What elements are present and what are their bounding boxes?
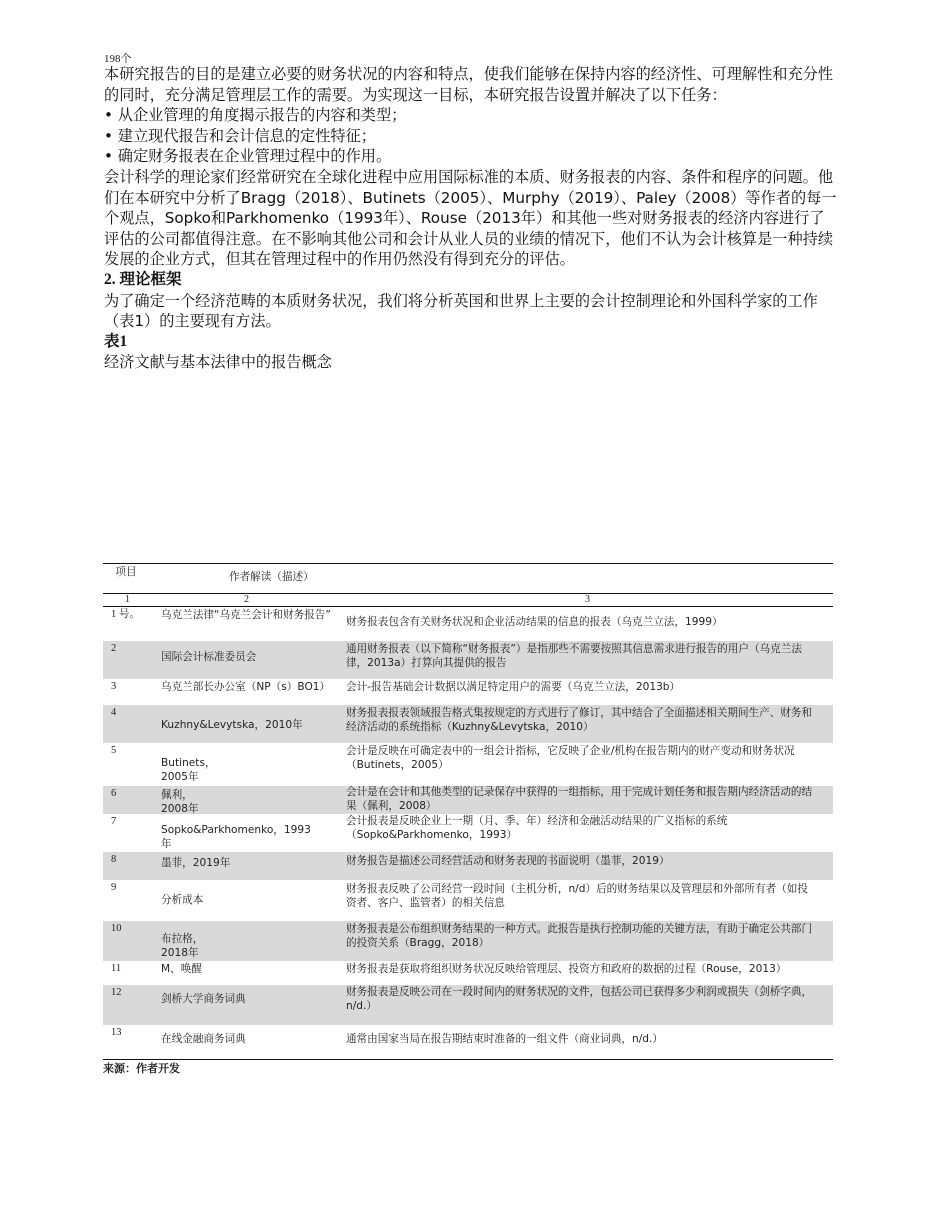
- body-text: [104, 64, 838, 373]
- intro-paragraph: 本研究报告的目的是建立必要的财务状况的内容和特点，使我们能够在保持内容的经济性、可理解性和充分性的同时，充分满足管理层工作的需要。为实现这一目标，本研究报告设置并解决了以下任务：: [104, 65, 833, 104]
- framework-paragraph: 为了确定一个经济范畴的本质财务状况，我们将分析英国和世界上主要的会计控制理论和外国科学家的工作（表1）的主要现有方法。: [104, 291, 818, 331]
- row-author: 乌克兰法律“乌克兰会计和财务报告”: [161, 609, 331, 621]
- table-header-row: [103, 564, 833, 593]
- row-author: 国际会计标准委员会: [161, 651, 257, 663]
- row-number: 13: [111, 1027, 122, 1038]
- row-number: 2: [111, 643, 117, 654]
- row-description: 会计是在会计和其他类型的记录保存中获得的一组指标，用于完成计划任务和报告期内经济活动的结果（佩利，2008）: [346, 786, 813, 812]
- header-author: 作者解读（描述）: [229, 571, 314, 583]
- section-heading: 2. 理论框架: [104, 270, 182, 288]
- row-number: 3: [111, 681, 117, 692]
- col-number-3: 3: [585, 594, 590, 605]
- row-description: 财务报表是公布组织财务结果的一种方式。此报告是执行控制功能的关键方法，有助于确定公共部门的投资关系（Bragg，2018）: [346, 923, 813, 949]
- row-description: 财务报表报表领域报告格式集按规定的方式进行了修订，其中结合了全面描述相关期间生产、财务和经济活动的系统指标（Kuzhny&Levytska，2010）: [346, 707, 813, 733]
- table-title: 经济文献与基本法律中的报告概念: [104, 353, 332, 372]
- header-item: 项目: [115, 566, 137, 578]
- row-description: 会计是反映在可确定表中的一组会计指标，它反映了企业/机构在报告期内的财产变动和财务状况（Butinets，2005）: [346, 745, 795, 771]
- row-number: 10: [111, 923, 122, 934]
- table-row: [103, 607, 833, 641]
- column-number-row: [103, 593, 833, 607]
- table-source: 来源：作者开发: [103, 1062, 180, 1075]
- row-author: 佩利，2008年: [161, 789, 199, 815]
- table-row: [103, 1025, 833, 1059]
- row-description: 财务报表是反映公司在一段时间内的财务状况的文件，包括公司已获得多少利润或损失（剑桥字典，n/d.）: [346, 986, 813, 1012]
- table-row: [103, 743, 833, 786]
- row-description: 会计-报告基础会计数据以满足特定用户的需要（乌克兰立法，2013b）: [346, 681, 681, 693]
- table-row: [103, 641, 833, 679]
- row-description: 财务报表包含有关财务状况和企业活动结果的信息的报表（乌克兰立法，1999）: [346, 616, 723, 628]
- row-description: 财务报告是描述公司经营活动和财务表现的书面说明（墨菲，2019）: [346, 855, 670, 867]
- concept-table: [103, 563, 833, 1076]
- table-row: [103, 961, 833, 985]
- row-author: M、唤醒: [161, 963, 202, 975]
- table-row: [103, 786, 833, 814]
- row-author: 分析成本: [161, 894, 204, 906]
- row-author: 布拉格，2018年: [161, 933, 204, 959]
- row-author: 剑桥大学商务词典: [161, 993, 246, 1005]
- table-row: [103, 679, 833, 705]
- table-row: [103, 985, 833, 1025]
- literature-paragraph: 会计科学的理论家们经常研究在全球化进程中应用国际标准的本质、财务报表的内容、条件和程序的问题。他们在本研究中分析了Bragg（2018）、Butinets（2005）、Murphy（2019）、Paley（2008）等作者的每一个观点，Sopko和Parkhomenko（1993年）、Rouse（2013年）和其他一些对财务报表的经济内容进行了评估的公司都值得注意。在不影响其他公司和会计从业人员的业绩的情况下，他们不认为会计核算是一种持续发展的企业方式，但其在管理过程中的作用仍然没有得到充分的评估。: [104, 167, 837, 269]
- col-number-2: 2: [244, 594, 249, 605]
- row-author: 在线金融商务词典: [161, 1033, 246, 1045]
- task-item-2: • 建立现代报告和会计信息的定性特征；: [104, 126, 376, 145]
- row-number: 8: [111, 854, 117, 865]
- row-number: 12: [111, 987, 122, 998]
- table-bottom-rule: [103, 1059, 833, 1060]
- row-number: 7: [111, 816, 117, 827]
- task-item-3: • 确定财务报表在企业管理过程中的作用。: [104, 147, 392, 166]
- row-description: 通用财务报表（以下简称“财务报表”）是指那些不需要按照其信息需求进行报告的用户（乌克兰法律，2013a）打算向其提供的报告: [346, 643, 802, 669]
- row-description: 财务报表是获取将组织财务状况反映给管理层、投资方和政府的数据的过程（Rouse，2013）: [346, 963, 787, 975]
- row-number: 4: [111, 707, 117, 718]
- row-number: 11: [111, 963, 122, 974]
- row-description: 财务报表反映了公司经营一段时间（主机分析，n/d）后的财务结果以及管理层和外部所有者（如投资者、客户、监管者）的相关信息: [346, 883, 808, 909]
- page-number: 198个: [104, 53, 132, 65]
- row-number: 1 号。: [111, 609, 140, 620]
- row-number: 5: [111, 745, 117, 756]
- table-row: [103, 880, 833, 921]
- row-number: 9: [111, 882, 117, 893]
- row-author: Sopko&Parkhomenko，1993年: [161, 824, 311, 850]
- table-row: [103, 705, 833, 743]
- row-description: 会计报表是反映企业上一期（月、季、年）经济和金融活动结果的广义指标的系统（Sopko&Parkhomenko，1993）: [346, 815, 728, 841]
- row-author: Butinets，2005年: [161, 757, 216, 783]
- row-author: Kuzhny&Levytska，2010年: [161, 719, 303, 731]
- row-description: 通常由国家当局在报告期结束时准备的一组文件（商业词典，n/d.）: [346, 1033, 663, 1045]
- table-row: [103, 814, 833, 852]
- task-item-1: • 从企业管理的角度揭示报告的内容和类型；: [104, 106, 407, 125]
- col-number-1: 1: [125, 594, 130, 605]
- row-author: 乌克兰部长办公室（NP（s）BO1）: [161, 681, 331, 693]
- row-author: 墨菲，2019年: [161, 857, 231, 869]
- row-number: 6: [111, 788, 117, 799]
- table-row: [103, 852, 833, 880]
- table-row: [103, 921, 833, 961]
- table-label: 表1: [104, 332, 128, 350]
